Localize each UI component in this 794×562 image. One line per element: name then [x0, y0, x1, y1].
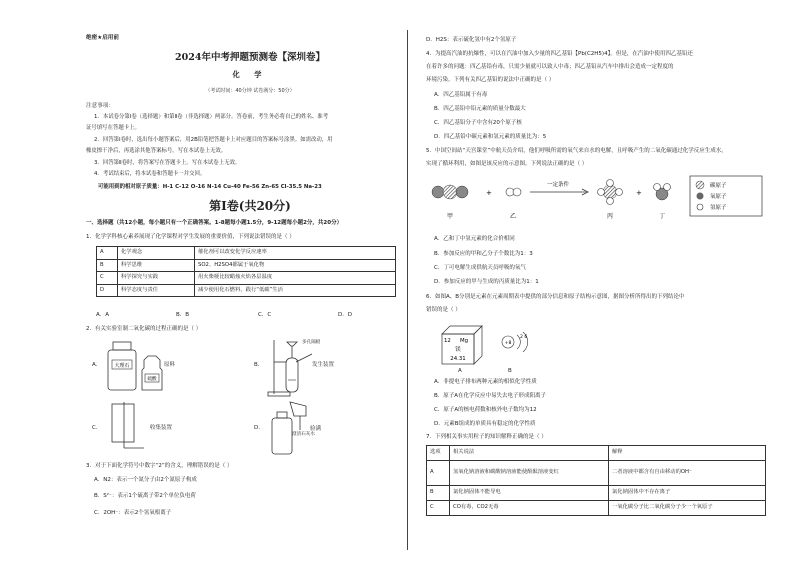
q2-a-text: 原料	[164, 362, 176, 368]
oxygen-atom-icon	[697, 193, 704, 200]
q2-d-label: 澄清石灰水	[292, 432, 315, 437]
legend-hydrogen: 氢原子	[710, 205, 727, 211]
legend-oxygen: 氧原子	[710, 194, 727, 200]
table-cell: 科学思维	[118, 259, 195, 272]
bottle-neck	[277, 412, 287, 418]
species-label: 甲	[446, 213, 454, 220]
q3-option-b: B．S²⁻：表示1个硫离子带2个单位负电荷	[94, 493, 196, 499]
q3-option-a: A．N2：表示一个氮分子由2个氮原子构成	[94, 477, 197, 483]
q1-table	[96, 246, 396, 297]
test-tube	[286, 358, 298, 392]
q2-b-label: 多孔隔板	[302, 340, 321, 345]
q7-stem: 7．下列相关事实用粒子的知识解释正确的是（ ）	[426, 434, 547, 440]
table-cell: B	[427, 486, 450, 501]
table-cell: CO有毒，CO2无毒	[450, 501, 609, 516]
table-row	[427, 501, 766, 516]
table-cell: 催化剂可以改变化学反应速率	[195, 247, 396, 260]
table-cell: 一氧化碳分子比二氧化碳分子少一个氧原子	[609, 501, 766, 516]
note-line: 2．回答第Ⅰ卷时，选出每小题答案后，用2B铅笔把答题卡上对应题目的答案标号涂黑。如需改动，用	[94, 137, 333, 143]
table-header-row	[427, 446, 766, 461]
table-row	[97, 259, 396, 272]
legend-carbon: 碳原子	[710, 183, 727, 189]
q3-option-d: D．H2S：表示硫化氢中有2个氢原子	[426, 37, 517, 43]
q1-option-d: D．D	[338, 312, 352, 318]
table-header-cell: 选项	[427, 446, 450, 461]
q2-label-c: C．	[92, 425, 102, 431]
time-info: （考试时间：40分钟 试卷满分：50分）	[205, 88, 295, 94]
q5-option-d: D．参加反应的甲与生成的丙质量比为1：1	[434, 279, 539, 285]
q4-option-c: C．四乙基铅分子中含有20个原子核	[434, 120, 522, 126]
q6-line: 错误的是（ ）	[426, 307, 461, 313]
q6-option-d: D．元素B组成的单质具有稳定的化学性质	[434, 421, 536, 427]
table-row	[97, 272, 396, 285]
funnel	[287, 342, 297, 346]
note-line: 3．回答第Ⅱ卷时，将答案写在答题卡上。写在本试卷上无效。	[94, 160, 241, 166]
element-mass: 24.31	[450, 356, 466, 362]
table-row	[97, 284, 396, 297]
element-name: 镁	[455, 347, 461, 353]
table-row	[427, 486, 766, 501]
hand	[290, 402, 306, 416]
q2-label-b: B．	[254, 362, 264, 368]
q1-stem: 1．化学学科核心素养展现了化学课程对学生发展的重要价值，下列说法错误的是（ ）	[86, 234, 295, 240]
q4-option-a: A．四乙基铅属于有毒	[434, 92, 488, 98]
table-cell: 科学探究与实践	[118, 272, 195, 285]
molecule-yi	[506, 188, 521, 196]
note-line: 证号填写在答题卡上。	[86, 125, 140, 131]
q7-table	[426, 445, 766, 516]
q6-option-a: A．非提电子排布两种元素的相似化学性质	[434, 379, 537, 385]
q4-line: 4．为提高汽油的抗爆性，可以在汽油中加入少量的四乙基铅【Pb(C2H5)4】。但是，在汽油中使用四乙基铅还	[426, 51, 693, 57]
q2-stem: 2．有关实验室制二氧化碳的过程正确的是（ ）	[86, 326, 202, 332]
q2-label-d: D．	[254, 425, 264, 431]
collecting-bottle	[272, 418, 292, 454]
table-cell: 氯化钠固体中不存在离子	[609, 486, 766, 501]
q5-reaction-diagram	[428, 172, 774, 224]
table-header-cell: 相关说法	[450, 446, 609, 461]
q5-option-c: C．丁可电解生成供航天员呼吸的氧气	[434, 265, 526, 271]
species-label: 丁	[658, 213, 666, 220]
jar-cap	[113, 342, 131, 350]
q1-option-c: C．C	[258, 312, 272, 318]
subject-title: 化 学	[232, 70, 268, 79]
table-cell: 科学态度与责任	[118, 284, 195, 297]
q1-option-b: B．B	[176, 312, 190, 318]
table-cell: A	[97, 247, 118, 260]
q2-b-text: 发生装置	[312, 362, 335, 368]
section-instructions: 一、选择题（共12小题，每小题只有一个正确答案。1-8题每小题1.5分，9-12题每小题2分，共20分）	[86, 220, 343, 226]
table-cell: A	[427, 461, 450, 486]
q2-c-text: 收集装置	[150, 425, 173, 431]
secret-mark: 绝密★启用前	[86, 35, 119, 41]
reagent-jar	[108, 350, 136, 390]
q1-option-a: A．A	[96, 312, 110, 318]
molecule-bing	[598, 180, 623, 205]
hydrogen-atom-icon	[697, 204, 703, 210]
q2-figure-c	[104, 400, 150, 452]
atomic-masses: 可能用到的相对原子质量：H-1 C-12 O-16 N-14 Cu-40 Fe-56 Zn-65 Cl-35.5 Na-23	[98, 184, 322, 190]
arrow-label: 一定条件	[546, 182, 570, 188]
table-cell: 化学观念	[118, 247, 195, 260]
note-line: 4．考试结束后，将本试卷和答题卡一并交回。	[94, 171, 206, 177]
table-cell: 二者溶液中都含有自由移动的OH⁻	[609, 461, 766, 486]
q5-line: 5．中国空间站“天宫课堂”中航天员介绍，他们呼吸所需的氧气来自水的电解，且呼吸产生的二氧化碳通过化学反应生成水，	[426, 148, 727, 154]
table-cell: 减少使用化石燃料，践行“低碳”生活	[195, 284, 396, 297]
q5-option-b: B．参加反应的甲和乙分子个数比为1：3	[434, 251, 533, 257]
q6-label-b: B	[508, 368, 512, 374]
element-number: 12	[444, 338, 451, 344]
note-line: 橡皮擦干净后，再选涂其他答案标号。写在本试卷上无效。	[86, 148, 227, 154]
plus-sign: +	[636, 189, 642, 197]
table-cell: 用火柴梗比较蜡烛火焰各层温度	[195, 272, 396, 285]
molecule-jia	[432, 185, 468, 199]
q2-label-a: A．	[92, 362, 102, 368]
part1-title: 第Ⅰ卷(共20分)	[209, 199, 291, 213]
q5-option-a: A．乙和丁中氢元素的化合价相同	[434, 236, 515, 242]
q5-line: 实现了循环利用，如图是该反应的示意图。下列说法正确的是（ ）	[426, 161, 588, 167]
q3-stem: 3．对于下面化学符号中数字“2”的含义，理解错误的是（ ）	[86, 463, 233, 469]
q4-option-d: D．四乙基铅中碳元素和氢元素的质量比为：5	[434, 134, 547, 140]
table-cell: 氢氧化钠溶液和碳酸钠溶液能使酚酞溶液变红	[450, 461, 609, 486]
gas-bottle	[112, 404, 134, 442]
molecule-ding	[654, 184, 671, 201]
q4-option-b: B．四乙基铅中铅元素的质量分数最大	[434, 106, 526, 112]
element-symbol: Mg	[460, 338, 469, 344]
table-cell: C	[427, 501, 450, 516]
q6-label-a: A	[458, 368, 462, 374]
table-cell: C	[97, 272, 118, 285]
species-label: 丙	[606, 213, 614, 220]
table-cell: 氯化钠固体不能导电	[450, 486, 609, 501]
q4-line: 环境污染。下列有关四乙基铅的说法中正确的是（ ）	[426, 77, 555, 83]
atom-nucleus: +8	[504, 341, 512, 346]
q6-line: 6．如图A、B分别是元素在元素周期表中提供的部分信息和原子结构示意图，据图分析所得出的下列结论中	[426, 294, 685, 300]
table-row	[427, 461, 766, 486]
table-header-cell: 解释	[609, 446, 766, 461]
carbon-atom-icon	[696, 181, 704, 189]
table-cell: SO2、H2SO4都属于氧化物	[195, 259, 396, 272]
q2-d-text: 验满	[310, 426, 322, 432]
exam-title: 2024年中考押题预测卷【深圳卷】	[175, 52, 325, 63]
q4-line: 在着许多的问题：四乙基铅有毒，只需少量就可以致人中毒；四乙基铅从汽车中排出会造成一定程度的	[426, 64, 674, 70]
delivery-tube	[296, 354, 312, 362]
q6-figure	[436, 320, 546, 370]
column-divider	[407, 30, 408, 550]
acid-bottle	[142, 356, 162, 390]
bottle-label-text: 硫酸	[147, 377, 157, 382]
note-line: 1．本试卷分第Ⅰ卷（选择题）和第Ⅱ卷（非选择题）两部分。答卷前，考生务必将自己的姓名、准考	[94, 114, 329, 120]
jar-label-text: 大理石	[114, 363, 130, 369]
table-cell: D	[97, 284, 118, 297]
table-cell: B	[97, 259, 118, 272]
table-row	[97, 247, 396, 260]
species-label: 乙	[509, 213, 517, 220]
q6-option-c: C．原子A的核电荷数和核外电子数均为12	[434, 407, 537, 413]
atom-shells: 2 6	[520, 335, 528, 340]
q6-option-b: B．原子A在化学反应中易失去电子形成阳离子	[434, 393, 547, 399]
plus-sign: +	[486, 189, 492, 197]
notes-heading: 注意事项：	[86, 103, 114, 109]
q3-option-c: C．2OH⁻：表示2个氢氧根离子	[94, 510, 172, 516]
